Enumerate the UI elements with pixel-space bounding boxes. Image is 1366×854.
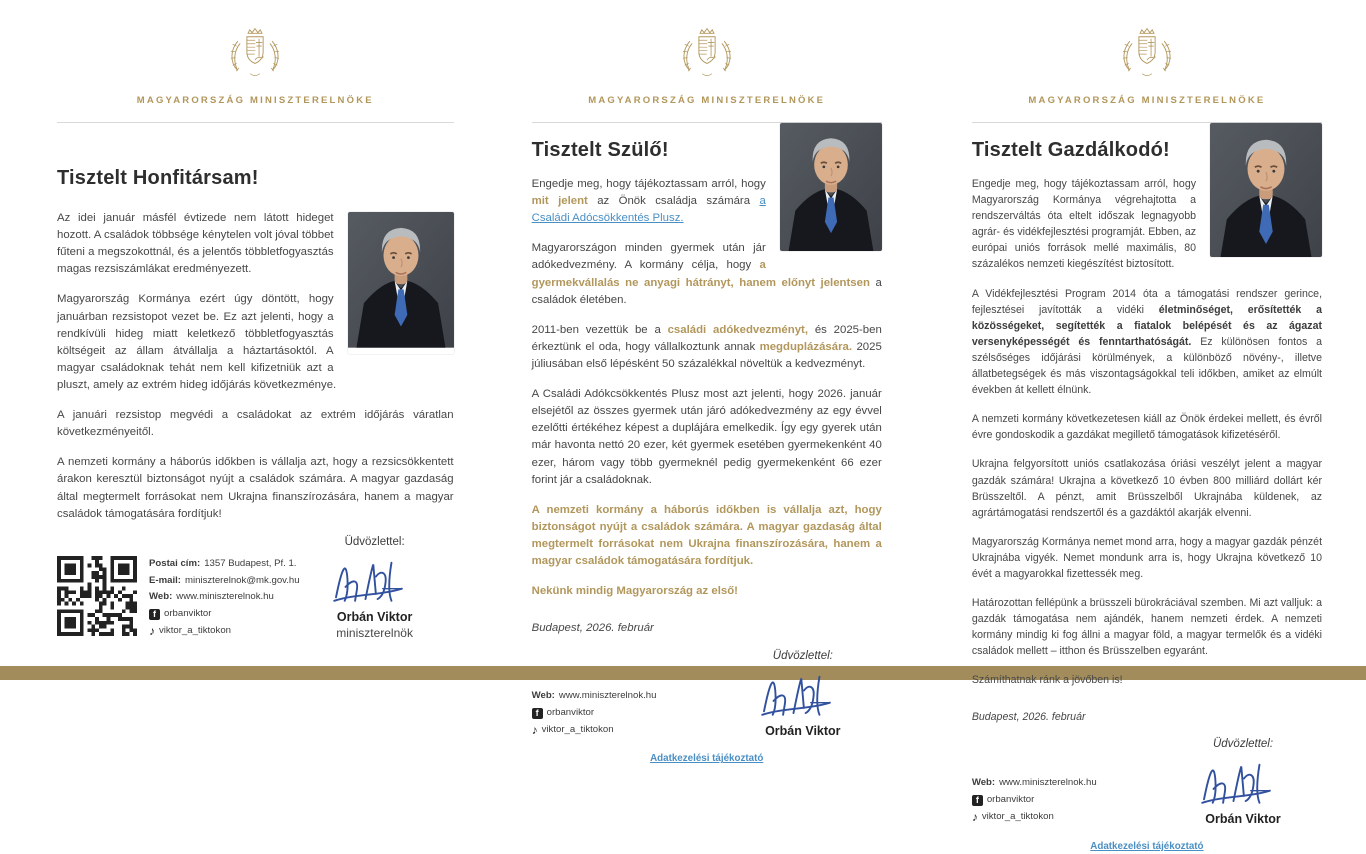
contact-value: www.miniszterelnok.hu: [176, 591, 274, 603]
contact-value: viktor_a_tiktokon: [981, 810, 1054, 822]
orban-viktor-photo: [780, 123, 882, 251]
letter-paragraphs: [972, 176, 1322, 725]
paragraph-text: A nemzeti kormány következetesen kiáll az Önök érdekei mellett, és évről évre gondoskodik a gazdákat megillető támogatások kifizetéséről.: [971, 413, 1323, 442]
facebook-icon: f: [972, 795, 983, 806]
orban-viktor-photo: [348, 212, 454, 354]
contact-block: [532, 688, 657, 738]
letter-title: Tisztelt Gazdálkodó!: [971, 139, 1170, 161]
letter-paragraph: [57, 407, 454, 441]
emphasis-gold-text: megduplázására.: [759, 340, 853, 353]
contact-row: [972, 775, 1097, 792]
hungary-coat-of-arms-icon: [671, 24, 743, 82]
paragraph-text: A januári rezsistop megvédi a családokat az extrém időjárás váratlan következményeitől.: [57, 409, 454, 439]
paragraph-text: életminőséget, erősítették a közösségeket, segítették a fiatalok belépését és az ágazat versenyképességét és fenntarthatóságát.: [971, 303, 1323, 348]
signatory-name: Orbán Viktor: [336, 609, 413, 624]
letter-content: [57, 123, 454, 536]
org-name: MAGYARORSZÁG MINISZTERELNÖKE: [136, 95, 374, 106]
paragraph-text: Budapest, 2026. február: [531, 622, 654, 635]
portrait-image: [1210, 123, 1322, 257]
orban-viktor-photo: [1210, 123, 1322, 257]
tiktok-icon: ♪: [971, 810, 978, 825]
contact-value: orbanviktor: [986, 794, 1035, 806]
privacy-link[interactable]: Adatkezelési tájékoztató: [1090, 840, 1204, 852]
letter-paragraph: [972, 286, 1322, 399]
letter-footer: [57, 536, 454, 650]
letter-footer: [972, 738, 1322, 836]
contact-row: [149, 606, 300, 623]
emphasis-gold-text: Nekünk mindig Magyarország az első!: [531, 585, 738, 598]
letter-date: [972, 709, 1322, 725]
signature-image: [755, 668, 851, 720]
signatory-role: miniszterelnök: [336, 625, 413, 640]
paragraph-text: Magyarország Kormánya ezért úgy döntött, hogy januárban rezsistopot vezet be. Ez azt jelenti, hogy a rendkívüli hideg miatt keletkező többletfogyasztás költségeit az állam átvállalja a háztartásoktól. A magyar családoknak tehát nem kell kifizetniük azt a pluszt, amely az extrém hideg időjárás következménye.: [57, 293, 337, 391]
letter-footer: [532, 650, 882, 748]
contact-row: [532, 705, 657, 722]
contact-value: www.miniszterelnok.hu: [999, 777, 1097, 789]
contact-block: [57, 556, 300, 640]
privacy-row: [532, 748, 882, 766]
letter-title: Tisztelt Szülő!: [531, 139, 669, 161]
paragraph-text: Engedje meg, hogy tájékoztassam arról, hogy: [531, 178, 766, 190]
letter-paragraph: [972, 595, 1322, 659]
paragraph-text: a családok életében.: [531, 276, 882, 306]
paragraph-text: Magyarország Kormánya nemet mond arra, hogy a magyar gazdák pénzét Ukrajnába vigyék. Nemet mondunk arra is, hogy Ukrajna következő 10 évét a magyarokkal fizettessék meg.: [971, 535, 1323, 580]
paragraph-text: A Vidékfejlesztési Program 2014 óta a támogatási rendszer gerince, fejlesztései javították a vidéki: [971, 287, 1323, 316]
contact-value: viktor_a_tiktokon: [159, 624, 231, 636]
letter-paragraph: [972, 534, 1322, 582]
tiktok-icon: ♪: [149, 624, 155, 639]
letter-content: [532, 123, 882, 650]
portrait-image: [780, 123, 882, 251]
privacy-link[interactable]: Adatkezelési tájékoztató: [650, 753, 764, 765]
emphasis-gold-text: mit jelent: [531, 195, 588, 208]
signature-image: [327, 554, 423, 606]
paragraph-text: az Önök családja számára: [587, 195, 760, 208]
letter-paragraph: [532, 502, 882, 570]
paragraph-text: és 2025-ben érkeztünk el oda, hogy vállalkoztunk annak: [531, 323, 882, 353]
contact-row: [149, 573, 300, 590]
privacy-row: [57, 650, 454, 666]
csaladi-adocsokkentes-plusz-link[interactable]: a Családi Adócsökkentés Plusz.: [531, 195, 766, 225]
contact-block: [972, 775, 1097, 825]
letter-paragraph: [532, 322, 882, 373]
signature-image: [1195, 756, 1291, 808]
letter-content: [972, 123, 1322, 738]
letter-paragraph: [532, 583, 882, 600]
qr-code: [57, 556, 137, 636]
signature-block: [300, 536, 454, 640]
contact-value: viktor_a_tiktokon: [541, 723, 614, 735]
contact-row: [149, 623, 300, 640]
contact-row: [149, 556, 300, 573]
paragraph-text: Engedje meg, hogy tájékoztassam arról, hogy Magyarország Kormánya végrehajtotta a rendszerváltás óta eltelt időszak legnagyobb agrár- és vidékfejlesztési programját. Ebben, az európai uniós források mellé maximális, 80 százalékos nemzeti kiegészítést biztosított.: [971, 178, 1197, 271]
paragraph-text: Budapest, 2026. február: [971, 710, 1086, 723]
letter-date: [532, 620, 882, 637]
closing-label: Üdvözlettel:: [344, 535, 405, 548]
letter-paragraph: [57, 454, 454, 522]
paragraph-text: A Családi Adókcsökkentés Plusz most azt jelenti, hogy 2026. január elsejétől az összes gyermek után járó adókedvezmény az egy évvel ezelőtti értékéhez képest a duplájára emelkedik. Így egy gyerek után már havonta nettó 20 ezer, két gyermek esetében gyermekenként 40 ezer, három vagy több gyermeknél pedig gyermekenként 66 ezer forint jár a családoknak.: [531, 388, 882, 486]
letter-header: [57, 24, 454, 123]
letter-header: [532, 24, 882, 123]
signatory-name: Orbán Viktor: [765, 724, 841, 739]
contact-value: 1357 Budapest, Pf. 1.: [204, 557, 297, 569]
letter-honfitarsam: [0, 0, 486, 666]
portrait-image: [348, 212, 454, 348]
paragraph-text: Számíthatnak ránk a jövőben is!: [971, 674, 1123, 687]
emphasis-gold-text: családi adókedvezményt,: [667, 323, 808, 336]
contact-value: www.miniszterelnok.hu: [558, 690, 657, 702]
closing-label: Üdvözlettel:: [772, 650, 833, 663]
paragraph-text: Határozottan fellépünk a brüsszeli bürokráciával szemben. Mi azt valljuk: a gazdák támogatása nem ajándék, hanem nemzeti érdek. A nemzeti kormány mindig ki fog állni a magyar föld, a magyar termelők és a vidéki családok mellett – itthon és Brüsszelben egyaránt.: [971, 597, 1323, 658]
contact-label: E-mail:: [149, 574, 181, 586]
paragraph-text: Magyarországon minden gyermek után jár adókedvezmény. A kormány célja, hogy: [531, 242, 766, 272]
contact-row: [972, 809, 1097, 826]
paragraph-text: Ukrajna felgyorsított uniós csatlakozása óriási veszélyt jelent a magyar gazdák számára! Ukrajna a következő 10 évben 800 milliárd dollárt kér Brüsszeltől. A pénzt, amit Brüsszelből Ukrajnába küldenek, az agrártámogatási rendszertől és a gazdáktól akarják elvenni.: [971, 458, 1323, 519]
paragraph-text: A nemzeti kormány a háborús időkben is vállalja azt, hogy a rezsicsökkentett árakon keresztül biztonságot nyújt a családok számára. A magyar gazdaság által megtermelt forrásokat nem Ukrajna finanszírozására, hanem a magyar családok támogatására fordítjuk!: [57, 456, 454, 520]
hungary-coat-of-arms-icon: [219, 24, 291, 82]
paragraph-text: Ez különösen fontos a szélsőséges időjárási körülmények, a különböző növény-, illetve állatbetegségek és más viszontagságokkal teli időkben, amiket az elmúlt években át kellett élnünk.: [971, 335, 1323, 397]
letter-paragraph: [972, 456, 1322, 520]
signature-block: [1168, 738, 1322, 826]
contact-row: [532, 688, 657, 705]
letter-paragraph: [972, 672, 1322, 688]
letter-paragraph: [532, 386, 882, 489]
contact-value: miniszterelnok@mk.gov.hu: [185, 574, 300, 586]
facebook-icon: f: [532, 708, 543, 719]
hungary-coat-of-arms-icon: [1111, 24, 1183, 82]
contact-rows: [532, 688, 657, 738]
paragraph-text: Az idei január másfél évtizede nem látott hideget hozott. A családok többsége kénytelen volt jóval többet fűteni a megszokottnál, és a jelentős többletfogyasztás magas rezsiszámlákat eredményezett.: [57, 212, 334, 276]
privacy-row: [972, 836, 1322, 854]
org-name: MAGYARORSZÁG MINISZTERELNÖKE: [588, 95, 826, 106]
contact-row: [532, 722, 657, 739]
contact-rows: [972, 775, 1097, 825]
contact-value: orbanviktor: [164, 608, 212, 620]
tiktok-icon: ♪: [531, 723, 538, 738]
contact-row: [149, 589, 300, 606]
contact-label: Web:: [971, 777, 996, 789]
contact-value: orbanviktor: [546, 706, 595, 718]
letter-header: [972, 24, 1322, 123]
emphasis-gold-text: A nemzeti kormány a háborús időkben is vállalja azt, hogy biztonságot nyújt a családok számára. A magyar gazdaság által megtermelt forrásokat nem Ukrajna finanszírozására, hanem a magyar családok támogatására fordítjuk.: [531, 503, 882, 568]
signature-block: [728, 650, 882, 738]
letter-paragraph: [972, 411, 1322, 443]
emphasis-gold-text: a gyermekvállalás ne anyagi hátrányt, hanem előnyt jelentsen: [531, 259, 870, 289]
letter-gazdalkodo: [926, 0, 1366, 852]
letter-szulo: [486, 0, 926, 765]
facebook-icon: f: [149, 609, 160, 620]
letter-title: Tisztelt Honfitársam!: [57, 167, 259, 189]
paragraph-text: 2025 júliusában első lépésként 50 százalékkal növeltük a kedvezményt.: [531, 340, 882, 370]
org-name: MAGYARORSZÁG MINISZTERELNÖKE: [1028, 95, 1266, 106]
contact-label: Postai cím:: [149, 557, 201, 569]
paragraph-text: 2011-ben vezettük be a: [531, 323, 668, 336]
signatory-name: Orbán Viktor: [1205, 811, 1281, 826]
contact-label: Web:: [149, 591, 173, 603]
contact-row: [972, 792, 1097, 809]
closing-label: Üdvözlettel:: [1212, 737, 1274, 750]
contact-rows: [149, 556, 300, 640]
contact-label: Web:: [531, 690, 555, 702]
